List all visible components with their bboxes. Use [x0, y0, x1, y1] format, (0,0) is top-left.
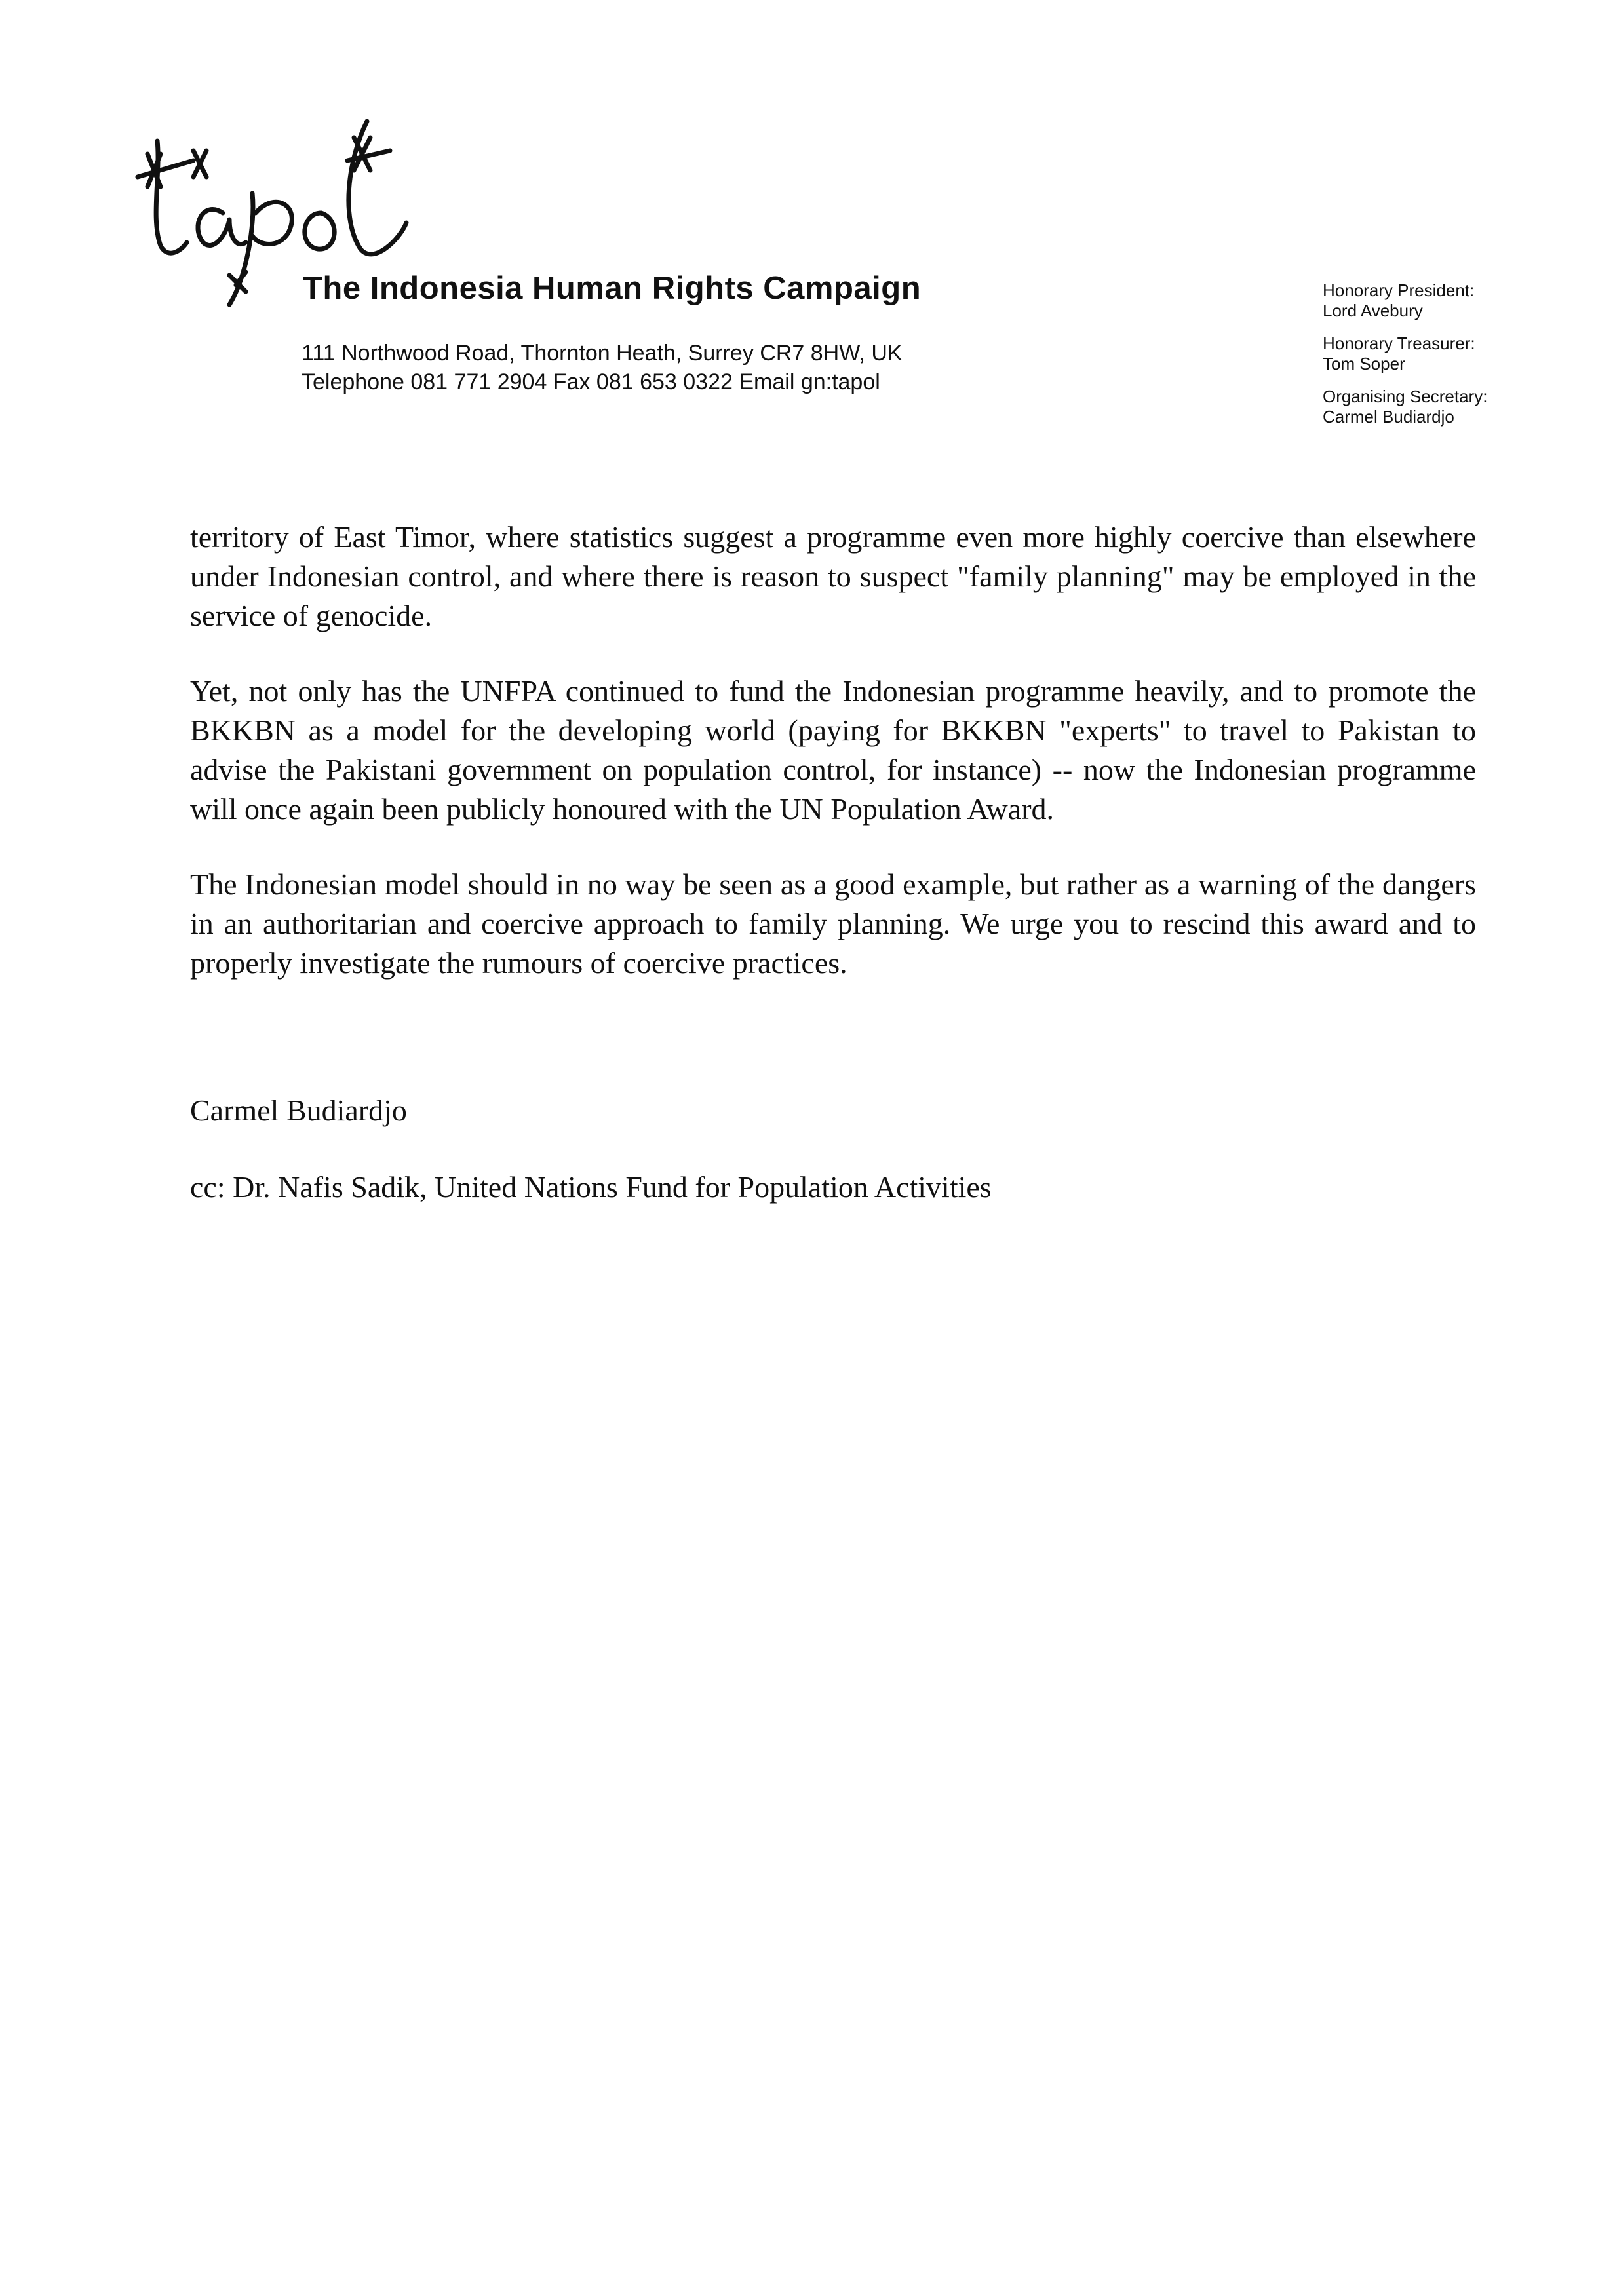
cc-line: cc: Dr. Nafis Sadik, United Nations Fund for Population Activities: [190, 1170, 992, 1204]
address-block: [302, 339, 903, 396]
letter-body: [190, 518, 1476, 1019]
officer-title: Organising Secretary:: [1323, 387, 1488, 406]
officers-list: [1323, 280, 1487, 440]
officer-title: Honorary President:: [1323, 280, 1475, 300]
paragraph: The Indonesian model should in no way be seen as a good example, but rather as a warning of the dangers in an authoritarian and coercive approach to family planning. We urge you to rescind this award and to properly investigate the rumours of coercive practices.: [190, 868, 1476, 980]
officer-name: Lord Avebury: [1323, 301, 1423, 320]
signature-name: Carmel Budiardjo: [190, 1094, 407, 1127]
officer-treasurer: [1323, 334, 1487, 374]
officer-president: [1323, 280, 1487, 321]
paragraph: territory of East Timor, where statistics suggest a programme even more highly coercive than elsewhere under Indonesian control, and where there is reason to suspect "family planning" may be employed in the service of genocide.: [190, 520, 1476, 632]
officer-secretary: [1323, 387, 1487, 427]
officer-name: Carmel Budiardjo: [1323, 407, 1454, 427]
address-line: 111 Northwood Road, Thornton Heath, Surrey CR7 8HW, UK: [302, 341, 903, 366]
officer-name: Tom Soper: [1323, 354, 1405, 373]
contact-line: Telephone 081 771 2904 Fax 081 653 0322 Email gn:tapol: [302, 370, 880, 394]
officer-title: Honorary Treasurer:: [1323, 334, 1475, 353]
paragraph: Yet, not only has the UNFPA continued to fund the Indonesian programme heavily, and to promote the BKKBN as a model for the developing world (paying for BKKBN "experts" to travel to Pakistan to advise the Pakistani government on population control, for instance) -- now the Indonesian programme will once again been publicly honoured with the UN Population Award.: [190, 674, 1476, 826]
org-name: The Indonesia Human Rights Campaign: [303, 271, 922, 306]
